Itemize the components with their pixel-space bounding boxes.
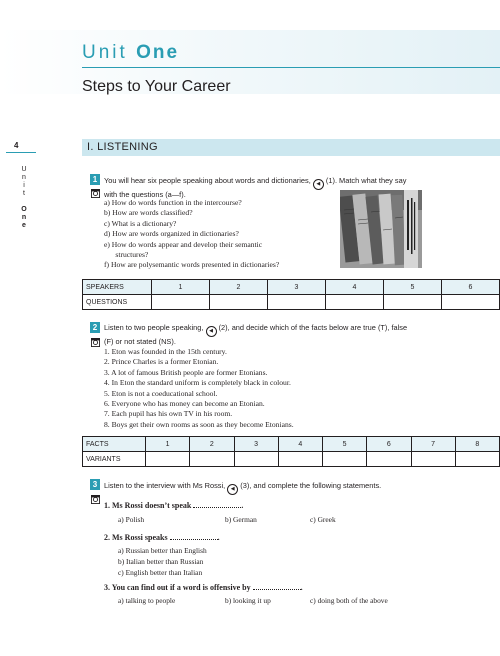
list-item: b) How are words classified? [104,208,193,218]
section-bar [82,139,500,156]
audio-cd-icon[interactable]: ◀ [206,326,217,337]
table-cell: 6 [367,437,411,452]
answer-blank[interactable] [193,507,241,508]
answer-blank[interactable] [253,589,301,590]
table-cell: 3 [268,280,326,295]
option-c[interactable]: c) English better than Italian [118,568,203,577]
answer-cell[interactable] [323,452,367,467]
page-number: 4 [14,141,19,150]
list-item: 5. Eton is not a coeducational school. [104,388,218,398]
table-header: QUESTIONS [83,295,152,310]
answer-cell[interactable] [384,295,442,310]
unit-number: One [136,42,180,63]
question-1: 1. Ms Rossi doesn’t speak . [104,501,244,510]
answer-cell[interactable] [278,452,322,467]
audio-cd-icon[interactable]: ◀ [227,484,238,495]
exercise-3-instruction: Listen to the interview with Ms Rossi, ◀ (3), and complete the following statements. [104,481,498,495]
question-3: 3. You can find out if a word is offensive by . [104,583,303,592]
answer-cell[interactable] [442,295,500,310]
list-item: 1. Eton was founded in the 15th century. [104,347,227,356]
table-cell: 2 [210,280,268,295]
exercise-1-answer-table [82,279,500,310]
table-cell: 4 [326,280,384,295]
table-cell: 8 [455,437,499,452]
header-band [0,30,500,94]
answer-cell[interactable] [326,295,384,310]
option-a[interactable]: a) Polish [118,515,145,524]
unit-word: Unit [82,42,128,63]
list-item: f) How are polysemantic words presented in dictionaries? [104,260,280,270]
table-cell: 2 [190,437,234,452]
answer-cell[interactable] [234,452,278,467]
answer-cell[interactable] [146,452,190,467]
answer-cell[interactable] [190,452,234,467]
list-item: a) How do words function in the intercourse? [104,198,242,207]
answer-blank[interactable] [170,539,218,540]
list-item: d) How are words organized in dictionaries? [104,229,239,239]
exercise-1-questions [104,198,340,271]
notebook-icon [91,495,100,504]
list-item: 2. Prince Charles is a former Etonian. [104,357,219,367]
table-cell: 1 [152,280,210,295]
audio-cd-icon[interactable]: ◀ [313,179,324,190]
dictionary-photo [340,190,422,268]
table-header: VARIANTS [83,452,146,467]
table-header: SPEAKERS [83,280,152,295]
list-item: 6. Everyone who has money can become an Etonian. [104,399,265,409]
answer-cell[interactable] [411,452,455,467]
side-unit-label: U n i t O n e [21,166,27,229]
notebook-icon [91,338,100,347]
answer-cell[interactable] [210,295,268,310]
answer-cell[interactable] [455,452,499,467]
answer-cell[interactable] [268,295,326,310]
option-b[interactable]: b) German [225,515,257,524]
answer-cell[interactable] [367,452,411,467]
option-c[interactable]: c) doing both of the above [310,596,388,605]
notebook-icon [91,189,100,198]
table-cell: 7 [411,437,455,452]
exercise-number-2: 2 [90,322,100,333]
page-title: Steps to Your Career [82,78,231,95]
list-item: e) How do words appear and develop their semantic [104,239,263,249]
list-item: c) What is a dictionary? [104,218,177,228]
side-rule [6,152,36,153]
question-2: 2. Ms Rossi speaks . [104,533,220,542]
table-cell: 4 [278,437,322,452]
list-item: structures? [104,250,149,260]
exercise-2-answer-table [82,436,500,467]
exercise-1-instruction: You will hear six people speaking about words and dictionaries, ◀ (1). Match what they say with the questions (a—f). [104,176,407,199]
section-title: I. LISTENING [87,141,158,153]
option-a[interactable]: a) talking to people [118,596,176,605]
option-c[interactable]: c) Greek [310,515,336,524]
exercise-number-1: 1 [90,174,100,185]
header-rule [82,67,500,68]
table-cell: 1 [146,437,190,452]
table-cell: 5 [384,280,442,295]
exercise-2-facts [104,347,484,430]
unit-title [82,42,179,64]
answer-cell[interactable] [152,295,210,310]
table-header: FACTS [83,437,146,452]
option-a[interactable]: a) Russian better than English [118,546,207,555]
list-item: 4. In Eton the standard uniform is completely black in colour. [104,378,291,388]
option-b[interactable]: b) looking it up [225,596,271,605]
list-item: 8. Boys get their own rooms as soon as they become Etonians. [104,419,294,429]
table-cell: 5 [323,437,367,452]
table-cell: 3 [234,437,278,452]
list-item: 3. A lot of famous British people are former Etonians. [104,367,268,377]
list-item: 7. Each pupil has his own TV in his room. [104,409,233,419]
table-cell: 6 [442,280,500,295]
exercise-2-instruction: Listen to two people speaking, ◀ (2), and decide which of the facts below are true (T), false (F) or not stated (NS). [104,323,408,346]
exercise-number-3: 3 [90,479,100,490]
option-b[interactable]: b) Italian better than Russian [118,557,204,566]
